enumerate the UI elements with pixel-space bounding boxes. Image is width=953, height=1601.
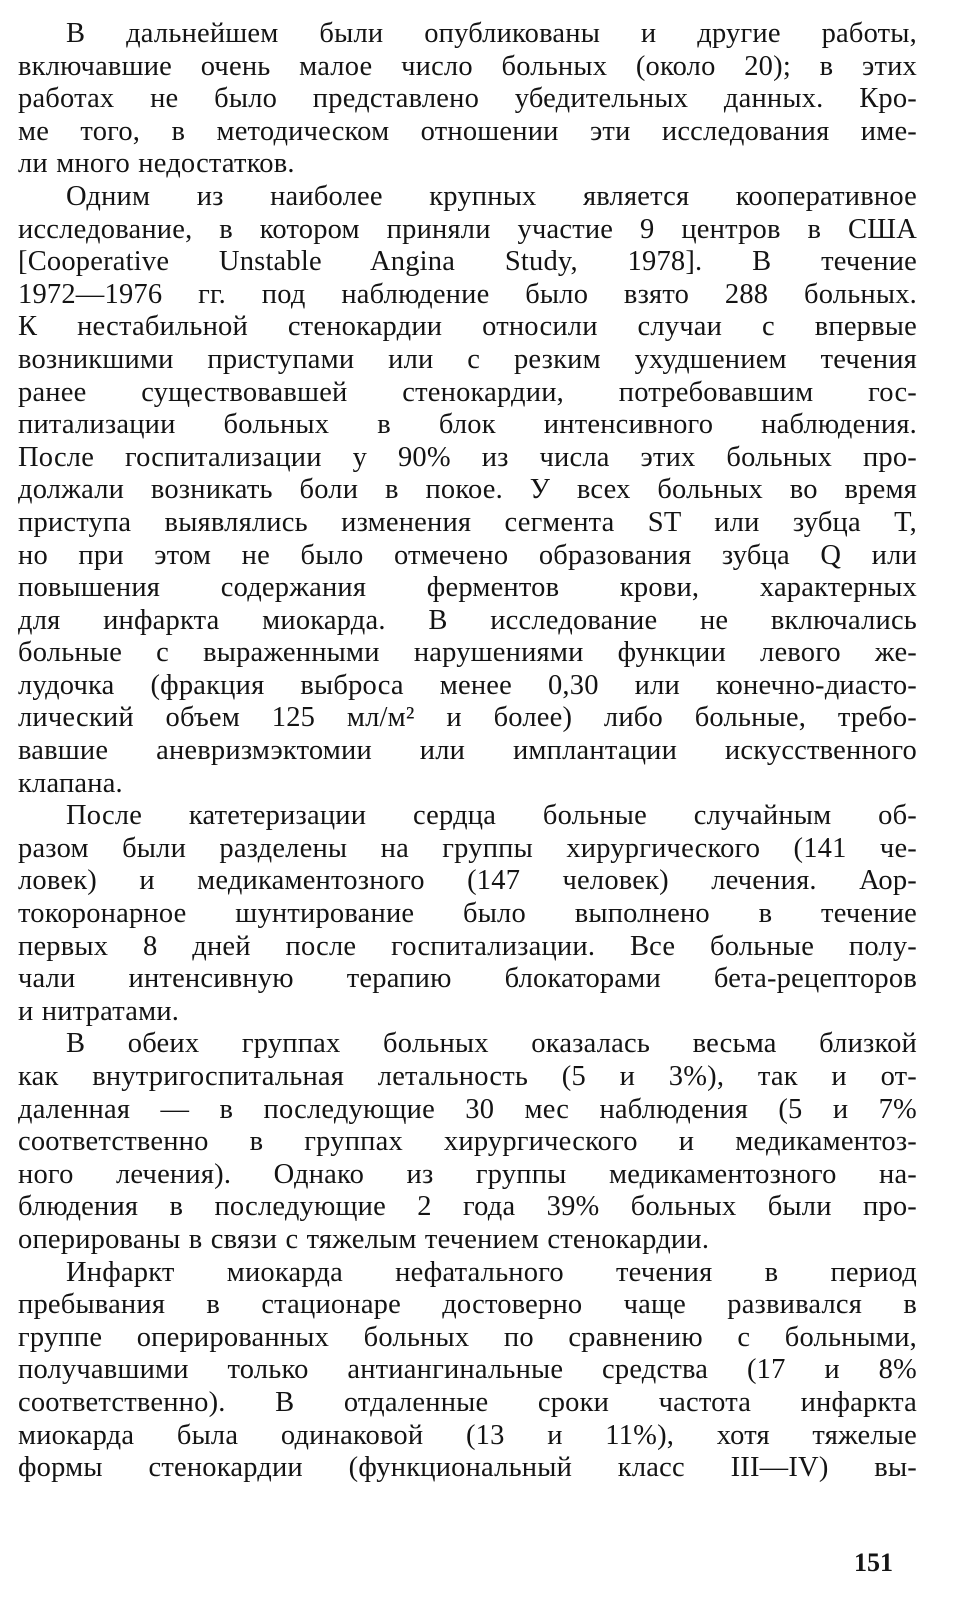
text-line: ловек) и медикаментозного (147 человек) лечения. Аор- — [18, 865, 917, 897]
text-line: токоронарное шунтирование было выполнено в течение — [18, 898, 917, 930]
text-line: После госпитализации у 90% из числа этих больных про- — [18, 441, 917, 473]
text-line: включавшие очень малое число больных (около 20); в этих — [18, 50, 917, 82]
text-line: соответственно в группах хирургического и медикаментоз- — [18, 1126, 917, 1158]
text-line: должали возникать боли в покое. У всех больных во время — [18, 474, 917, 506]
paragraph-1 — [18, 18, 917, 181]
paragraph-3 — [18, 800, 917, 1028]
text-line: оперированы в связи с тяжелым течением стенокардии. — [18, 1223, 710, 1255]
text-line: для инфаркта миокарда. В исследование не включались — [18, 604, 917, 636]
text-line: приступа выявлялись изменения сегмента ST или зубца T, — [18, 506, 917, 538]
text-line: лудочка (фракция выброса менее 0,30 или конечно-диасто- — [18, 669, 917, 701]
text-line: первых 8 дней после госпитализации. Все больные полу- — [18, 930, 917, 962]
text-line: формы стенокардии (функциональный класс III—IV) вы- — [18, 1452, 917, 1484]
book-page — [18, 18, 917, 1578]
text-line: работах не было представлено убедительных данных. Кро- — [18, 83, 917, 115]
text-line: больные с выраженными нарушениями функции левого же- — [18, 637, 917, 669]
paragraph-4 — [18, 1028, 917, 1256]
text-line: исследование, в котором приняли участие 9 центров в США — [18, 213, 917, 245]
text-line: разом были разделены на группы хирургического (141 че- — [18, 832, 917, 864]
text-line: [Cooperative Unstable Angina Study, 1978]. В течение — [18, 246, 917, 278]
text-line: и нитратами. — [18, 995, 180, 1027]
text-line: даленная — в последующие 30 мес наблюдения (5 и 7% — [18, 1093, 917, 1125]
text-line: соответственно). В отдаленные сроки частота инфаркта — [18, 1386, 917, 1418]
text-line: миокарда была одинаковой (13 и 11%), хотя тяжелые — [18, 1419, 917, 1451]
text-line: ли много недостатков. — [18, 148, 295, 180]
text-line: В обеих группах больных оказалась весьма близкой — [66, 1028, 917, 1060]
text-line: возникшими приступами или с резким ухудшением течения — [18, 343, 917, 375]
paragraph-5 — [18, 1257, 917, 1485]
text-line: чали интенсивную терапию блокаторами бета-рецепторов — [18, 963, 917, 995]
text-line: К нестабильной стенокардии относили случаи с впервые — [18, 311, 917, 343]
text-line: Инфаркт миокарда нефатального течения в период — [66, 1256, 917, 1288]
text-line: После катетеризации сердца больные случайным об- — [66, 800, 917, 832]
text-line: ного лечения). Однако из группы медикаментозного на- — [18, 1158, 917, 1190]
paragraph-2 — [18, 181, 917, 800]
text-line: пребывания в стационаре достоверно чаще развивался в — [18, 1289, 917, 1321]
text-line: Одним из наиболее крупных является кооперативное — [66, 180, 917, 212]
text-line: повышения содержания ферментов крови, характерных — [18, 572, 917, 604]
text-line: блюдения в последующие 2 года 39% больных были про- — [18, 1191, 917, 1223]
text-line: но при этом не было отмечено образования зубца Q или — [18, 539, 917, 571]
text-line: группе оперированных больных по сравнению с больными, — [18, 1321, 917, 1353]
text-line: как внутригоспитальная летальность (5 и 3%), так и от- — [18, 1061, 917, 1092]
text-line: вавшие аневризмэктомии или имплантации искусственного — [18, 735, 917, 767]
text-line: В дальнейшем были опубликованы и другие работы, — [66, 18, 917, 49]
text-line: лический объем 125 мл/м² и более) либо больные, требо- — [18, 702, 917, 734]
text-line: клапана. — [18, 767, 123, 799]
page-number: 151 — [854, 1548, 893, 1577]
text-line: 1972—1976 гг. под наблюдение было взято 288 больных. — [18, 278, 917, 310]
text-line: ме того, в методическом отношении эти исследования име- — [18, 115, 917, 147]
text-line: питализации больных в блок интенсивного наблюдения. — [18, 409, 917, 441]
text-line: ранее существовавшей стенокардии, потребовавшим гос- — [18, 376, 917, 408]
text-line: получавшими только антиангинальные средства (17 и 8% — [18, 1354, 917, 1386]
